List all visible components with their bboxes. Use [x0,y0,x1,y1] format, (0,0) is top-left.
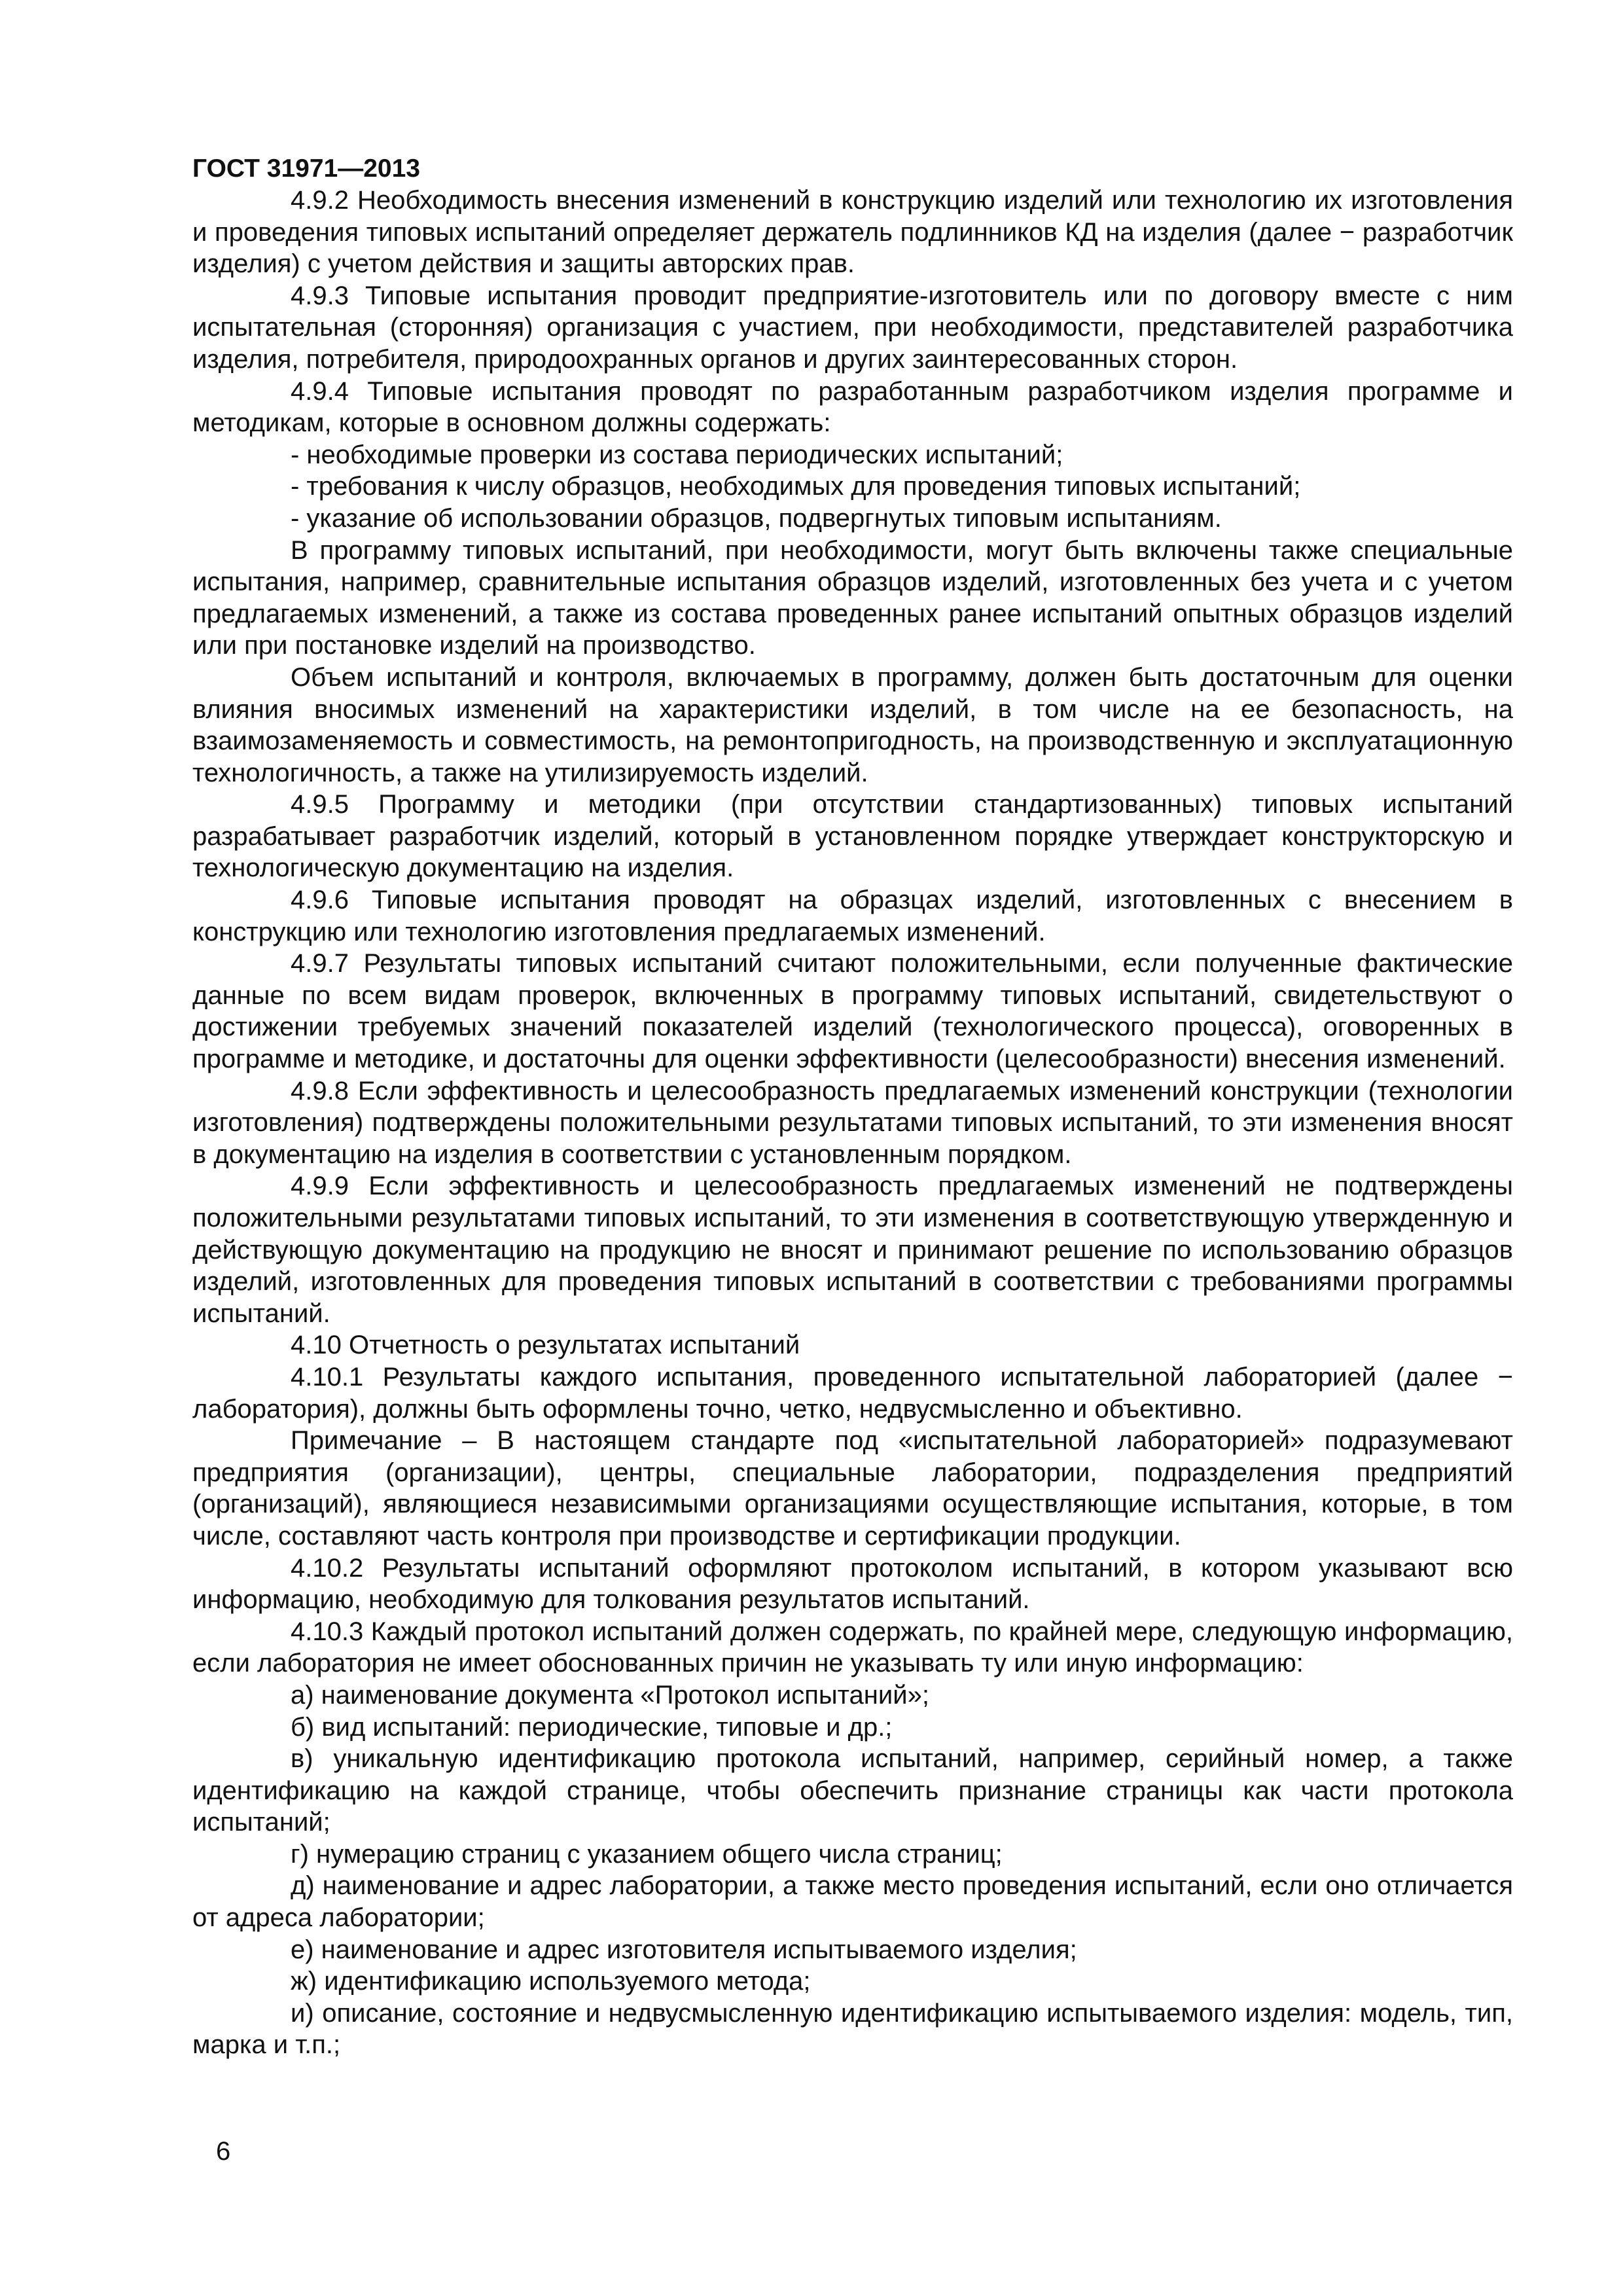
list-item: - требования к числу образцов, необходимых для проведения типовых испытаний; [291,472,1301,501]
paragraph-note: Примечание – В настоящем стандарте под «испытательной лабораторией» подразумевают предприятия (организации), центры, специальные лаборатории, подразделения предприятий (организаций), являющиеся независимыми организациями осуществляющие испытания, которые, в том числе, составляют часть контроля при производстве и сертификации продукции. [192,1426,1513,1551]
document-page [192,153,1513,2061]
paragraph-4-9-9: 4.9.9 Если эффективность и целесообразность предлагаемых изменений не подтверждены положительными результатами типовых испытаний, то эти изменения в соответствующую утвержденную и действующую документацию на продукцию не вносят и принимают решение по использованию образцов изделий, изготовленных для проведения типовых испытаний в соответствии с требованиями программы испытаний. [192,1172,1513,1328]
paragraph-4-9-5: 4.9.5 Программу и методики (при отсутствии стандартизованных) типовых испытаний разрабатывает разработчик изделий, который в установленном порядке утверждает конструкторскую и технологическую документацию на изделия. [192,790,1513,883]
paragraph-4-9-8: 4.9.8 Если эффективность и целесообразность предлагаемых изменений конструкции (технологии изготовления) подтверждены положительными результатами типовых испытаний, то эти изменения вносят в документацию на изделия в соответствии с установленным порядком. [192,1076,1513,1169]
paragraph-4-9-4: 4.9.4 Типовые испытания проводят по разработанным разработчиком изделия программе и методикам, которые в основном должны содержать: [192,376,1513,438]
paragraph-4-9-6: 4.9.6 Типовые испытания проводят на образцах изделий, изготовленных с внесением в конструкцию или технологию изготовления предлагаемых изменений. [192,886,1513,946]
paragraph-volume: Объем испытаний и контроля, включаемых в программу, должен быть достаточным для оценки влияния вносимых изменений на характеристики изделий, в том числе на ее безопасность, на взаимозаменяемость и совместимость, на ремонтопригодность, на производственную и эксплуатационную технологичность, а также на утилизируемость изделий. [192,662,1513,787]
list-item: и) описание, состояние и недвусмысленную идентификацию испытываемого изделия: модель, тип, марка и т.п.; [192,1998,1513,2060]
list-item: в) уникальную идентификацию протокола испытаний, например, серийный номер, а также идентификацию на каждой странице, чтобы обеспечить признание страницы как части протокола испытаний; [192,1744,1513,1837]
paragraph-4-10-1: 4.10.1 Результаты каждого испытания, проведенного испытательной лабораторией (далее − лаборатория), должны быть оформлены точно, четко, недвусмысленно и объективно. [192,1362,1513,1424]
list-item: б) вид испытаний: периодические, типовые и др.; [291,1712,893,1742]
list-item: д) наименование и адрес лаборатории, а также место проведения испытаний, если оно отличается от адреса лаборатории; [192,1871,1513,1933]
list-item: ж) идентификацию используемого метода; [291,1967,811,1996]
list-item: - необходимые проверки из состава периодических испытаний; [291,440,1063,469]
paragraph-4-10-3: 4.10.3 Каждый протокол испытаний должен содержать, по крайней мере, следующую информацию, если лаборатория не имеет обоснованных причин не указывать ту или иную информацию: [192,1617,1513,1678]
paragraph-4-10-2: 4.10.2 Результаты испытаний оформляют протоколом испытаний, в котором указывают всю информацию, необходимую для толкования результатов испытаний. [192,1553,1513,1615]
paragraph-4-9-2: 4.9.2 Необходимость внесения изменений в конструкцию изделий или технологию их изготовления и проведения типовых испытаний определяет держатель подлинников КД на изделия (далее − разработчик изделия) с учетом действия и защиты авторских прав. [192,186,1513,279]
page-number: 6 [216,2137,231,2166]
paragraph-4-9-3: 4.9.3 Типовые испытания проводит предприятие-изготовитель или по договору вместе с ним испытательная (сторонняя) организация с участием, при необходимости, представителей разработчика изделия, потребителя, природоохранных органов и других заинтересованных сторон. [192,281,1513,374]
paragraph-program: В программу типовых испытаний, при необходимости, могут быть включены также специальные испытания, например, сравнительные испытания образцов изделий, изготовленных без учета и с учетом предлагаемых изменений, а также из состава проведенных ранее испытаний опытных образцов изделий или при постановке изделий на производство. [192,535,1513,660]
list-item: е) наименование и адрес изготовителя испытываемого изделия; [291,1935,1077,1964]
list-item: а) наименование документа «Протокол испытаний»; [291,1680,929,1710]
list-item: г) нумерацию страниц с указанием общего числа страниц; [291,1839,1003,1869]
section-heading-4-10: 4.10 Отчетность о результатах испытаний [291,1331,800,1360]
list-item: - указание об использовании образцов, подвергнутых типовым испытаниям. [291,503,1222,533]
paragraph-4-9-7: 4.9.7 Результаты типовых испытаний считают положительными, если полученные фактические данные по всем видам проверок, включенных в программу типовых испытаний, свидетельствуют о достижении требуемых значений показателей изделий (технологического процесса), оговоренных в программе и методике, и достаточны для оценки эффективности (целесообразности) внесения изменений. [192,949,1513,1074]
document-header: ГОСТ 31971—2013 [192,154,420,183]
